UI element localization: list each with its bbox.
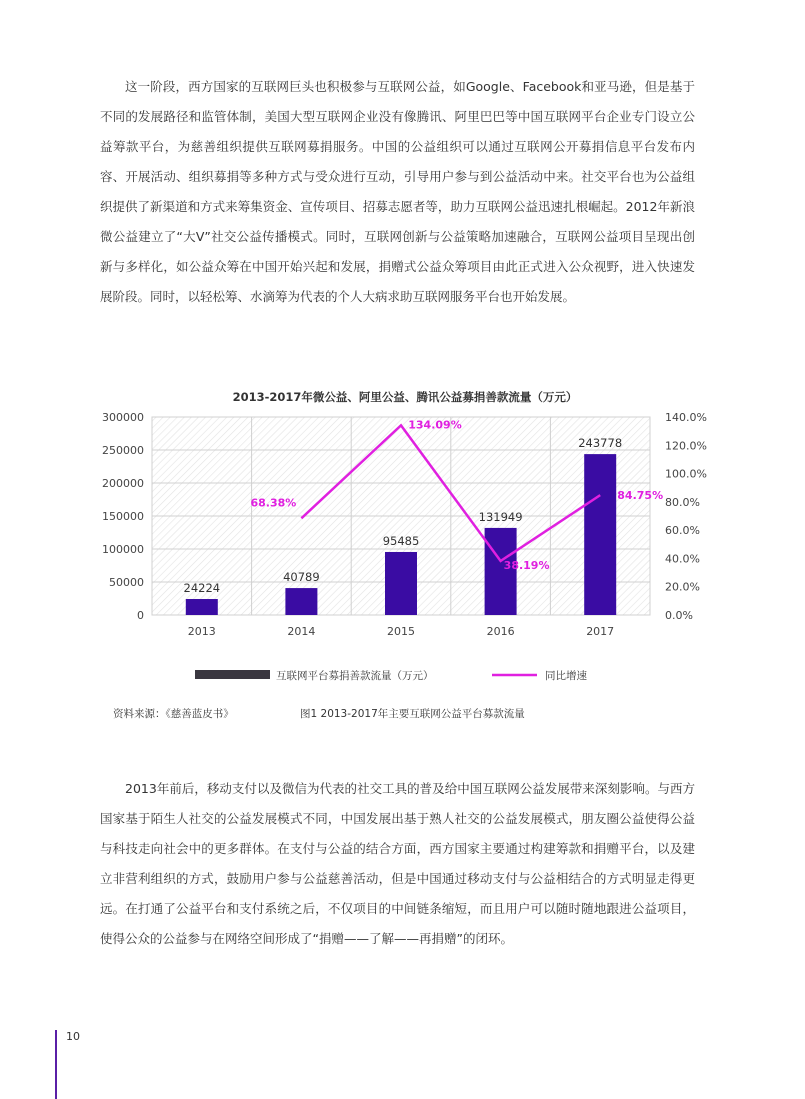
y-tick-label: 100000 <box>102 543 144 556</box>
x-tick-label: 2014 <box>287 625 316 638</box>
bar-value-label: 95485 <box>382 533 420 548</box>
x-axis-ticks <box>188 625 614 638</box>
bar <box>186 599 218 615</box>
x-tick-label: 2015 <box>387 625 415 638</box>
y2-tick-label: 120.0% <box>665 439 707 453</box>
page-accent-bar <box>55 1030 57 1099</box>
figure-caption: 图1 2013-2017年主要互联网公益平台募款流量 <box>300 708 525 720</box>
y-tick-label: 150000 <box>102 510 144 523</box>
body-paragraph-2: 2013年前后，移动支付以及微信为代表的社交工具的普及给中国互联网公益发展带来深刻影响。与西方国家基于陌生人社交的公益发展模式不同，中国发展出基于熟人社交的公益发展模式，朋友圈公益使得公益与科技走向社会中的更多群体。在支付与公益的结合方面，西方国家主要通过构建筹款和捐赠平台，以及建立非营利组织的方式，鼓励用户参与公益慈善活动，但是中国通过移动支付与公益相结合的方式明显走得更远。在打通了公益平台和支付系统之后，不仅项目的中间链条缩短，而且用户可以随时随地跟进公益项目，使得公众的公益参与在网络空间形成了“捐赠——了解——再捐赠”的闭环。 <box>100 781 695 946</box>
x-tick-label: 2013 <box>187 625 216 638</box>
line-value-label: 68.38% <box>250 496 297 510</box>
bar <box>385 552 417 615</box>
y-tick-label: 50000 <box>109 576 144 589</box>
y2-tick-label: 60.0% <box>665 524 700 538</box>
bar <box>584 454 616 615</box>
bar-value-label: 243778 <box>578 436 623 451</box>
x-tick-label: 2017 <box>586 625 615 638</box>
line-value-label: 84.75% <box>617 489 664 503</box>
legend-line-label: 同比增速 <box>545 670 587 682</box>
legend-bar-swatch <box>195 670 270 679</box>
bar-value-label: 131949 <box>478 509 523 524</box>
y-tick-label: 200000 <box>102 477 144 490</box>
source-note: 资料来源：《慈善蓝皮书》 <box>113 708 234 720</box>
y-tick-label: 0 <box>137 609 144 622</box>
y2-tick-label: 80.0% <box>665 495 700 509</box>
y2-tick-label: 20.0% <box>665 580 700 594</box>
bar-value-label: 24224 <box>183 581 221 596</box>
line-value-label: 38.19% <box>503 558 550 572</box>
y2-tick-label: 140.0% <box>665 411 707 424</box>
legend-bar-label: 互联网平台募捐善款流量（万元） <box>276 670 434 682</box>
y2-tick-label: 100.0% <box>665 467 707 481</box>
y-tick-label: 300000 <box>102 411 144 424</box>
y2-axis-ticks <box>665 411 707 622</box>
bar <box>285 588 317 615</box>
bar-value-label: 40789 <box>283 570 320 585</box>
y-tick-label: 250000 <box>102 444 144 457</box>
y-axis-ticks <box>102 411 144 622</box>
page-number: 10 <box>66 1030 80 1043</box>
x-tick-label: 2016 <box>486 625 515 638</box>
y2-tick-label: 40.0% <box>665 552 700 566</box>
chart-title: 2013-2017年微公益、阿里公益、腾讯公益募捐善款流量（万元） <box>232 390 578 404</box>
body-paragraph-1: 这一阶段，西方国家的互联网巨头也积极参与互联网公益，如Google、Facebook和亚马逊，但是基于不同的发展路径和监管体制，美国大型互联网企业没有像腾讯、阿里巴巴等中国互联网平台企业专门设立公益筹款平台，为慈善组织提供互联网募捐服务。中国的公益组织可以通过互联网公开募捐信息平台发布内容、开展活动、组织募捐等多种方式与受众进行互动，引导用户参与到公益活动中来。社交平台也为公益组织提供了新渠道和方式来筹集资金、宣传项目、招募志愿者等，助力互联网公益迅速扎根崛起。2012年新浪微公益建立了“大V”社交公益传播模式。同时，互联网创新与公益策略加速融合，互联网公益项目呈现出创新与多样化，如公益众筹在中国开始兴起和发展，捐赠式公益众筹项目由此正式进入公众视野，进入快速发展阶段。同时，以轻松筹、水滴筹为代表的个人大病求助互联网服务平台也开始发展。 <box>100 79 695 304</box>
y2-tick-label: 0.0% <box>665 609 693 622</box>
line-value-label: 134.09% <box>408 418 462 432</box>
